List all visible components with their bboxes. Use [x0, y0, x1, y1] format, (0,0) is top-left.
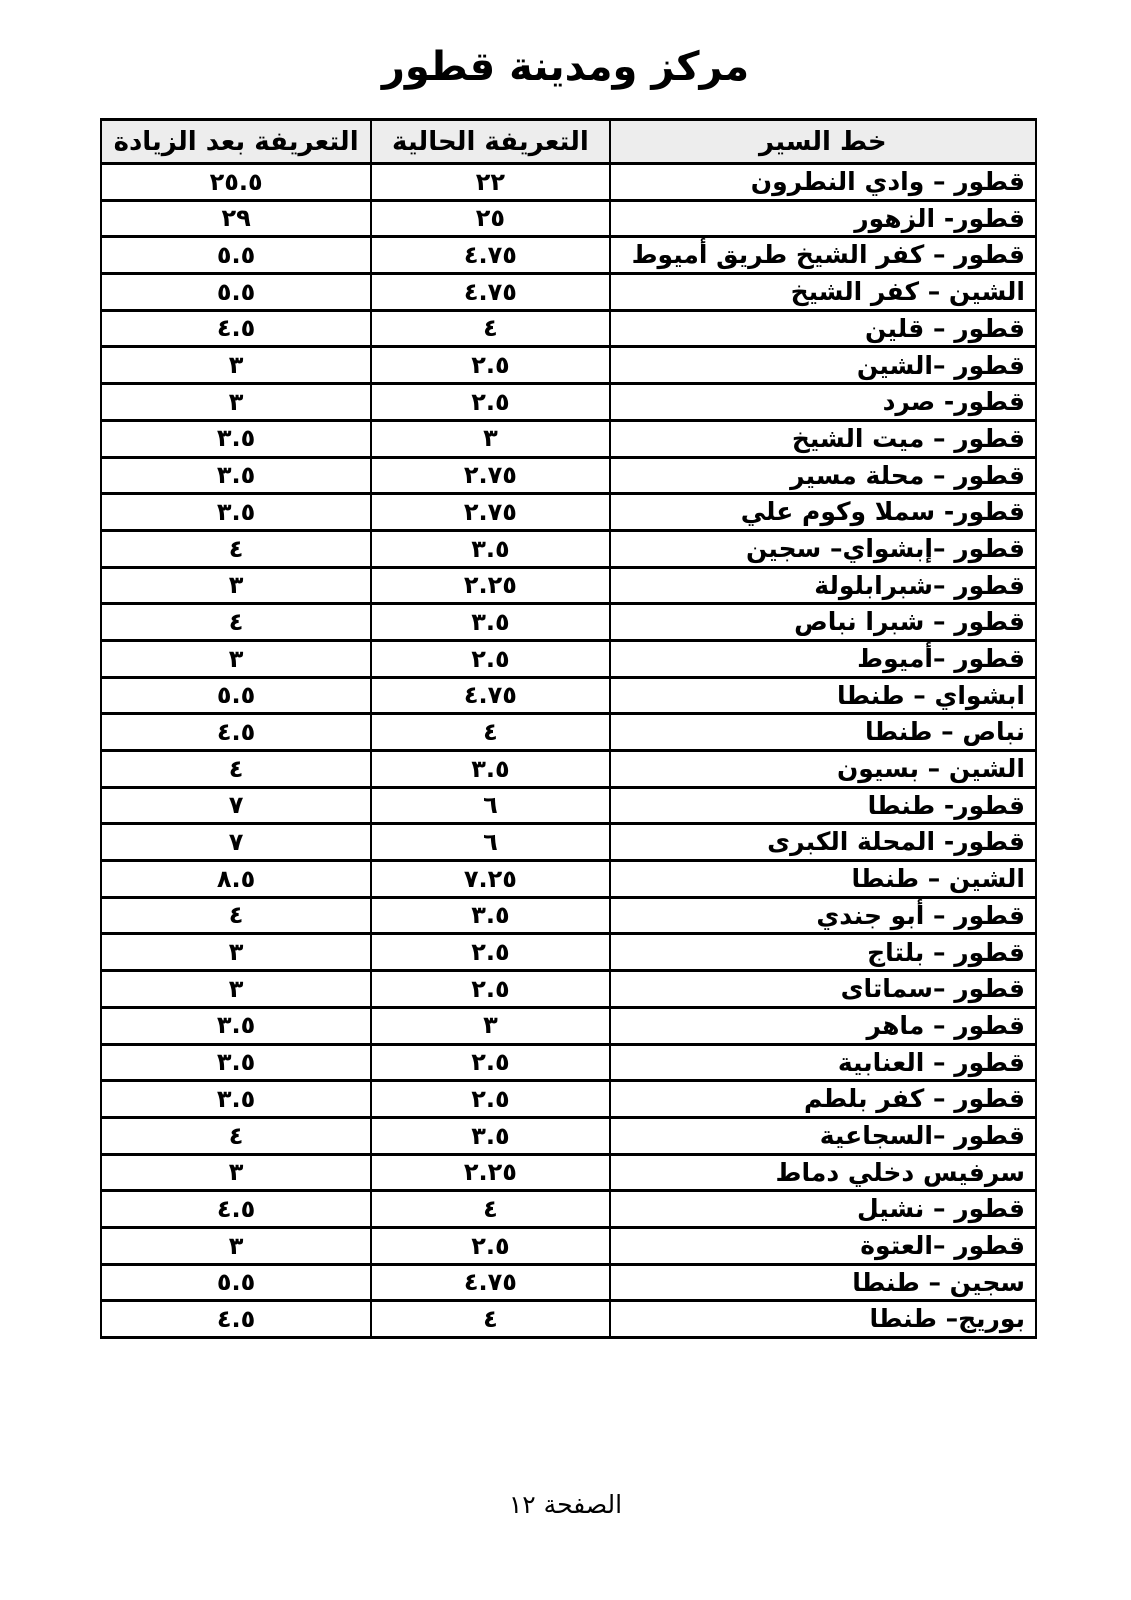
table-row — [101, 934, 1036, 971]
after-tariff-cell: ٤.٥ — [101, 310, 371, 347]
current-tariff-cell: ٢.٥ — [371, 1081, 609, 1118]
route-cell: قطور – نشيل — [610, 1191, 1036, 1228]
route-cell: قطور- صرد — [610, 384, 1036, 421]
current-tariff-cell: ٢٢ — [371, 164, 609, 201]
route-cell: نباص – طنطا — [610, 714, 1036, 751]
route-cell: بوريج– طنطا — [610, 1301, 1036, 1338]
after-tariff-cell: ٣.٥ — [101, 1081, 371, 1118]
current-tariff-cell: ٧.٢٥ — [371, 861, 609, 898]
current-tariff-cell: ٤ — [371, 1301, 609, 1338]
table-row — [101, 640, 1036, 677]
table-row — [101, 824, 1036, 861]
current-tariff-cell: ٢.٥ — [371, 347, 609, 384]
table-row — [101, 457, 1036, 494]
table-row — [101, 1264, 1036, 1301]
route-cell: قطور- المحلة الكبرى — [610, 824, 1036, 861]
table-row — [101, 567, 1036, 604]
route-cell: قطور – قلين — [610, 310, 1036, 347]
route-cell: قطور –الشين — [610, 347, 1036, 384]
after-tariff-cell: ٨.٥ — [101, 861, 371, 898]
current-tariff-cell: ٤ — [371, 310, 609, 347]
header-after-tariff: التعريفة بعد الزيادة — [101, 120, 371, 164]
table-row — [101, 494, 1036, 531]
tariff-table — [100, 118, 1037, 1339]
after-tariff-cell: ٤ — [101, 1117, 371, 1154]
current-tariff-cell: ٣ — [371, 1007, 609, 1044]
route-cell: قطور –العتوة — [610, 1227, 1036, 1264]
after-tariff-cell: ٥.٥ — [101, 237, 371, 274]
after-tariff-cell: ٣.٥ — [101, 457, 371, 494]
current-tariff-cell: ٣.٥ — [371, 1117, 609, 1154]
after-tariff-cell: ٤ — [101, 604, 371, 641]
current-tariff-cell: ٤ — [371, 1191, 609, 1228]
table-header-row — [101, 120, 1036, 164]
current-tariff-cell: ٤.٧٥ — [371, 1264, 609, 1301]
after-tariff-cell: ٣ — [101, 971, 371, 1008]
table-row — [101, 604, 1036, 641]
route-cell: قطور- طنطا — [610, 787, 1036, 824]
table-row — [101, 1117, 1036, 1154]
after-tariff-cell: ٢٩ — [101, 200, 371, 237]
after-tariff-cell: ٧ — [101, 787, 371, 824]
table-row — [101, 420, 1036, 457]
after-tariff-cell: ٣ — [101, 640, 371, 677]
after-tariff-cell: ٤ — [101, 751, 371, 788]
after-tariff-cell: ٣.٥ — [101, 1007, 371, 1044]
current-tariff-cell: ٢.٧٥ — [371, 494, 609, 531]
table-row — [101, 1007, 1036, 1044]
after-tariff-cell: ٤.٥ — [101, 714, 371, 751]
table-row — [101, 200, 1036, 237]
table-row — [101, 714, 1036, 751]
route-cell: سجين – طنطا — [610, 1264, 1036, 1301]
route-cell: قطور – العنابية — [610, 1044, 1036, 1081]
after-tariff-cell: ٤ — [101, 530, 371, 567]
route-cell: قطور – ماهر — [610, 1007, 1036, 1044]
current-tariff-cell: ٤ — [371, 714, 609, 751]
current-tariff-cell: ٣.٥ — [371, 604, 609, 641]
route-cell: قطور –إبشواي– سجين — [610, 530, 1036, 567]
after-tariff-cell: ٣ — [101, 1154, 371, 1191]
table-row — [101, 347, 1036, 384]
after-tariff-cell: ٣ — [101, 567, 371, 604]
table-row — [101, 787, 1036, 824]
current-tariff-cell: ٢.٥ — [371, 934, 609, 971]
after-tariff-cell: ٧ — [101, 824, 371, 861]
table-row — [101, 897, 1036, 934]
current-tariff-cell: ٢.٥ — [371, 384, 609, 421]
after-tariff-cell: ٣ — [101, 347, 371, 384]
route-cell: قطور – شبرا نباص — [610, 604, 1036, 641]
after-tariff-cell: ٥.٥ — [101, 677, 371, 714]
table-row — [101, 384, 1036, 421]
current-tariff-cell: ٢.٢٥ — [371, 567, 609, 604]
table-row — [101, 861, 1036, 898]
route-cell: الشين – طنطا — [610, 861, 1036, 898]
route-cell: الشين – بسيون — [610, 751, 1036, 788]
current-tariff-cell: ٢.٧٥ — [371, 457, 609, 494]
route-cell: قطور –السجاعية — [610, 1117, 1036, 1154]
table-row — [101, 1301, 1036, 1338]
current-tariff-cell: ٦ — [371, 787, 609, 824]
route-cell: ابشواي – طنطا — [610, 677, 1036, 714]
current-tariff-cell: ٣ — [371, 420, 609, 457]
route-cell: قطور –أميوط — [610, 640, 1036, 677]
route-cell: قطور – وادي النطرون — [610, 164, 1036, 201]
route-cell: قطور –شبرابلولة — [610, 567, 1036, 604]
table-row — [101, 237, 1036, 274]
route-cell: قطور – ميت الشيخ — [610, 420, 1036, 457]
route-cell: قطور – كفر الشيخ طريق أميوط — [610, 237, 1036, 274]
table-row — [101, 1044, 1036, 1081]
after-tariff-cell: ٣.٥ — [101, 420, 371, 457]
route-cell: قطور- سملا وكوم علي — [610, 494, 1036, 531]
table-row — [101, 971, 1036, 1008]
current-tariff-cell: ٣.٥ — [371, 751, 609, 788]
after-tariff-cell: ٥.٥ — [101, 274, 371, 311]
header-current-tariff: التعريفة الحالية — [371, 120, 609, 164]
route-cell: قطور – بلتاج — [610, 934, 1036, 971]
table-row — [101, 530, 1036, 567]
current-tariff-cell: ٢.٥ — [371, 1044, 609, 1081]
route-cell: قطور – كفر بلطم — [610, 1081, 1036, 1118]
after-tariff-cell: ٣ — [101, 934, 371, 971]
table-row — [101, 164, 1036, 201]
after-tariff-cell: ٣ — [101, 384, 371, 421]
current-tariff-cell: ٢.٥ — [371, 640, 609, 677]
route-cell: قطور- الزهور — [610, 200, 1036, 237]
current-tariff-cell: ٢.٥ — [371, 971, 609, 1008]
route-cell: قطور –سماتاى — [610, 971, 1036, 1008]
current-tariff-cell: ٣.٥ — [371, 897, 609, 934]
route-cell: الشين – كفر الشيخ — [610, 274, 1036, 311]
current-tariff-cell: ٢.٢٥ — [371, 1154, 609, 1191]
after-tariff-cell: ٣.٥ — [101, 494, 371, 531]
route-cell: سرفيس دخلي دماط — [610, 1154, 1036, 1191]
table-row — [101, 1227, 1036, 1264]
table-row — [101, 751, 1036, 788]
after-tariff-cell: ٥.٥ — [101, 1264, 371, 1301]
current-tariff-cell: ٦ — [371, 824, 609, 861]
table-row — [101, 1081, 1036, 1118]
table-row — [101, 677, 1036, 714]
current-tariff-cell: ٣.٥ — [371, 530, 609, 567]
page-number: الصفحة ١٢ — [508, 1490, 623, 1519]
current-tariff-cell: ٢٥ — [371, 200, 609, 237]
table-row — [101, 1191, 1036, 1228]
current-tariff-cell: ٤.٧٥ — [371, 274, 609, 311]
current-tariff-cell: ٤.٧٥ — [371, 237, 609, 274]
after-tariff-cell: ٤.٥ — [101, 1301, 371, 1338]
current-tariff-cell: ٢.٥ — [371, 1227, 609, 1264]
page-title: مركز ومدينة قطور — [381, 44, 750, 90]
route-cell: قطور – أبو جندي — [610, 897, 1036, 934]
after-tariff-cell: ٤.٥ — [101, 1191, 371, 1228]
after-tariff-cell: ٣.٥ — [101, 1044, 371, 1081]
route-cell: قطور – محلة مسير — [610, 457, 1036, 494]
after-tariff-cell: ٤ — [101, 897, 371, 934]
table-row — [101, 1154, 1036, 1191]
after-tariff-cell: ٢٥.٥ — [101, 164, 371, 201]
after-tariff-cell: ٣ — [101, 1227, 371, 1264]
table-body — [101, 164, 1036, 1338]
current-tariff-cell: ٤.٧٥ — [371, 677, 609, 714]
table-row — [101, 310, 1036, 347]
table-row — [101, 274, 1036, 311]
header-route: خط السير — [610, 120, 1036, 164]
